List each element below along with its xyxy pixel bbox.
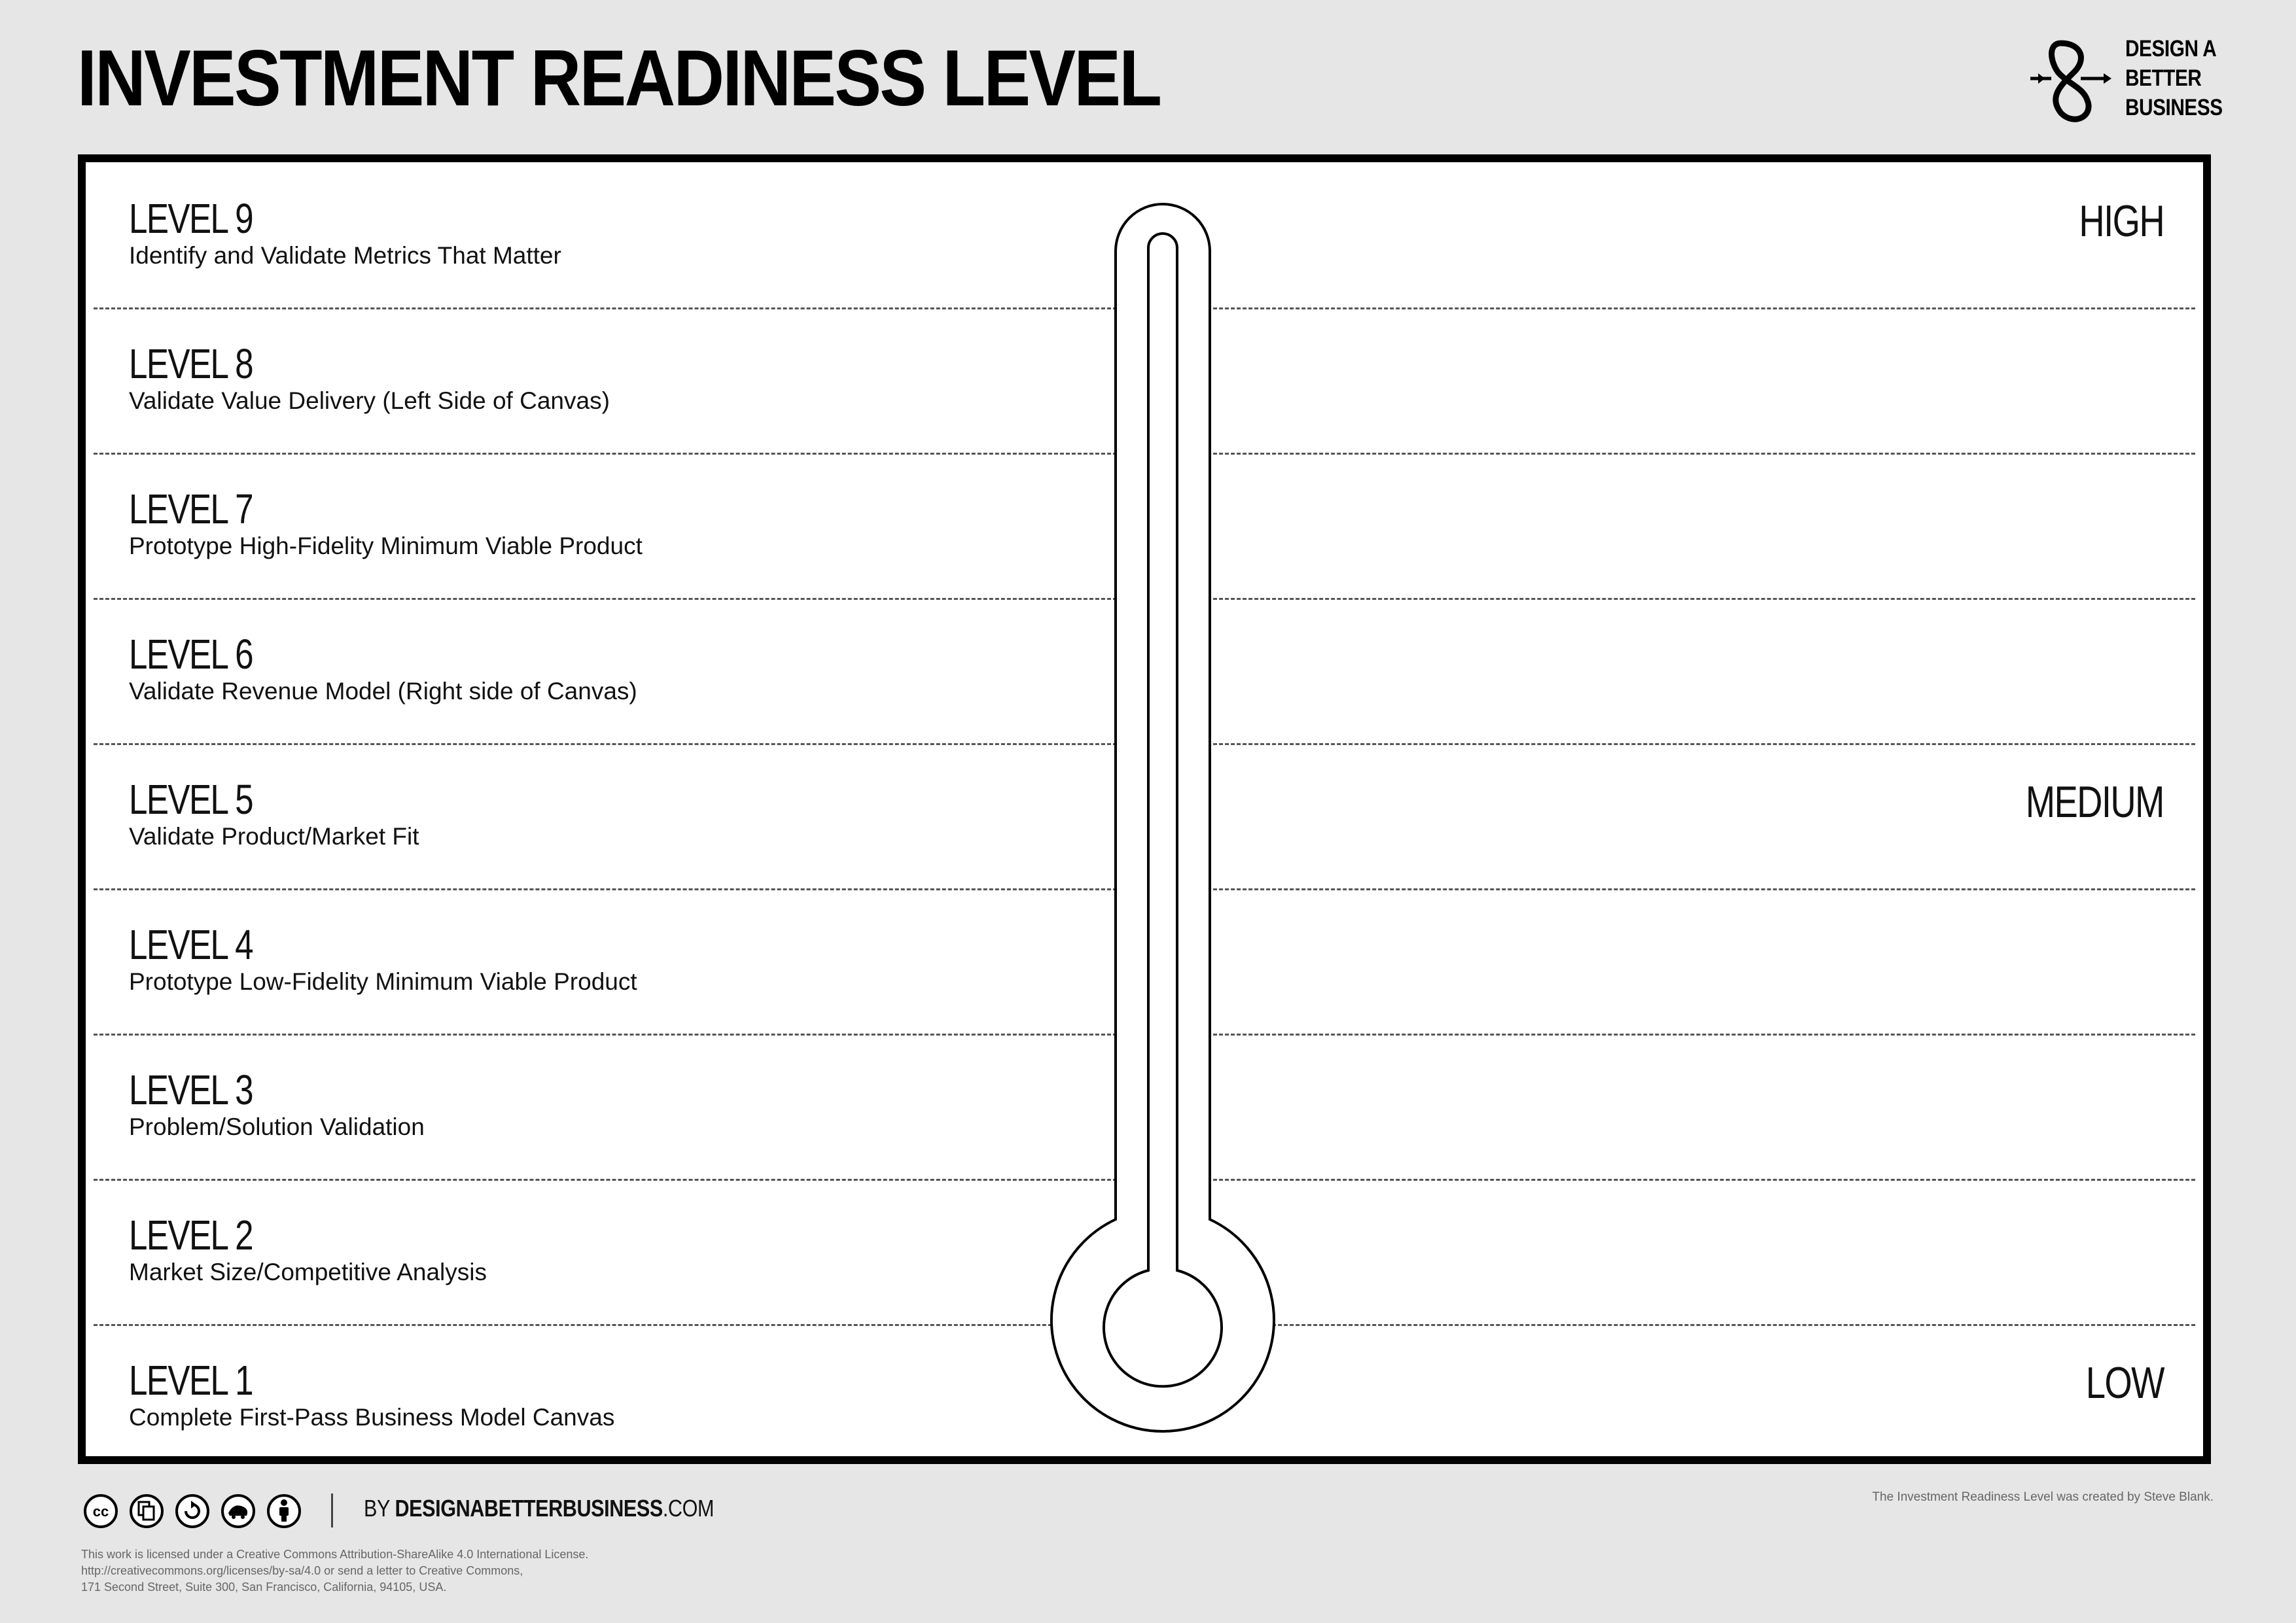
level-row-6: [86, 598, 2203, 743]
level-description: Problem/Solution Validation: [129, 1113, 425, 1140]
license-text: [81, 1546, 588, 1596]
cc-icon: [83, 1493, 118, 1529]
level-description: Complete First-Pass Business Model Canvas: [129, 1404, 615, 1431]
creator-credit: The Investment Readiness Level was created by Steve Blank.: [1872, 1490, 2214, 1504]
level-title: LEVEL 2: [129, 1212, 253, 1259]
attribution-icon: [266, 1493, 302, 1529]
remix-icon: [175, 1493, 210, 1529]
share-icon: [129, 1493, 164, 1529]
level-row-5: [86, 743, 2203, 888]
level-title: LEVEL 3: [129, 1066, 253, 1113]
brand-line-2: BETTER: [2125, 65, 2202, 91]
level-title: LEVEL 7: [129, 485, 253, 532]
level-row-2: [86, 1179, 2203, 1324]
level-title: LEVEL 9: [129, 195, 253, 242]
brand-line-3: BUSINESS: [2125, 95, 2223, 120]
level-description: Validate Revenue Model (Right side of Canvas): [129, 678, 637, 705]
license-line-2: http://creativecommons.org/licenses/by-sa/4.0 or send a letter to Creative Commons,: [81, 1564, 523, 1577]
brand-wordmark: [2125, 34, 2223, 122]
noncommercial-icon: [221, 1493, 256, 1529]
level-row-1: [86, 1324, 2203, 1469]
level-row-9: [86, 162, 2203, 307]
byline-prefix: BY: [364, 1495, 395, 1522]
level-description: Validate Value Delivery (Left Side of Canvas): [129, 387, 610, 414]
level-title: LEVEL 6: [129, 631, 253, 678]
level-row-4: [86, 888, 2203, 1034]
brand-line-1: DESIGN A: [2125, 36, 2217, 61]
level-title: LEVEL 1: [129, 1357, 253, 1404]
level-description: Prototype High-Fidelity Minimum Viable Product: [129, 532, 643, 559]
level-title: LEVEL 8: [129, 340, 253, 387]
level-description: Market Size/Competitive Analysis: [129, 1259, 487, 1285]
level-title: LEVEL 4: [129, 921, 253, 968]
scale-label-high: HIGH: [2079, 196, 2164, 246]
byline-site: DESIGNABETTERBUSINESS: [395, 1495, 663, 1522]
page-title: INVESTMENT READINESS LEVEL: [77, 33, 1161, 122]
footer-byline[interactable]: [364, 1497, 714, 1520]
level-row-7: [86, 453, 2203, 598]
footer-divider: [331, 1493, 333, 1527]
scale-label-low: LOW: [2085, 1358, 2164, 1408]
level-description: Identify and Validate Metrics That Matter: [129, 242, 561, 269]
readiness-board: [78, 154, 2211, 1464]
byline-suffix: .COM: [662, 1495, 715, 1522]
level-row-8: [86, 307, 2203, 453]
level-description: Prototype Low-Fidelity Minimum Viable Product: [129, 968, 637, 995]
svg-text:cc: cc: [92, 1503, 109, 1520]
level-description: Validate Product/Market Fit: [129, 823, 419, 850]
level-row-3: [86, 1034, 2203, 1179]
license-line-3: 171 Second Street, Suite 300, San Francisco, California, 94105, USA.: [81, 1580, 447, 1594]
license-line-1: This work is licensed under a Creative Commons Attribution-ShareAlike 4.0 International License.: [81, 1548, 589, 1561]
level-title: LEVEL 5: [129, 776, 253, 823]
scale-label-medium: MEDIUM: [2025, 777, 2164, 827]
